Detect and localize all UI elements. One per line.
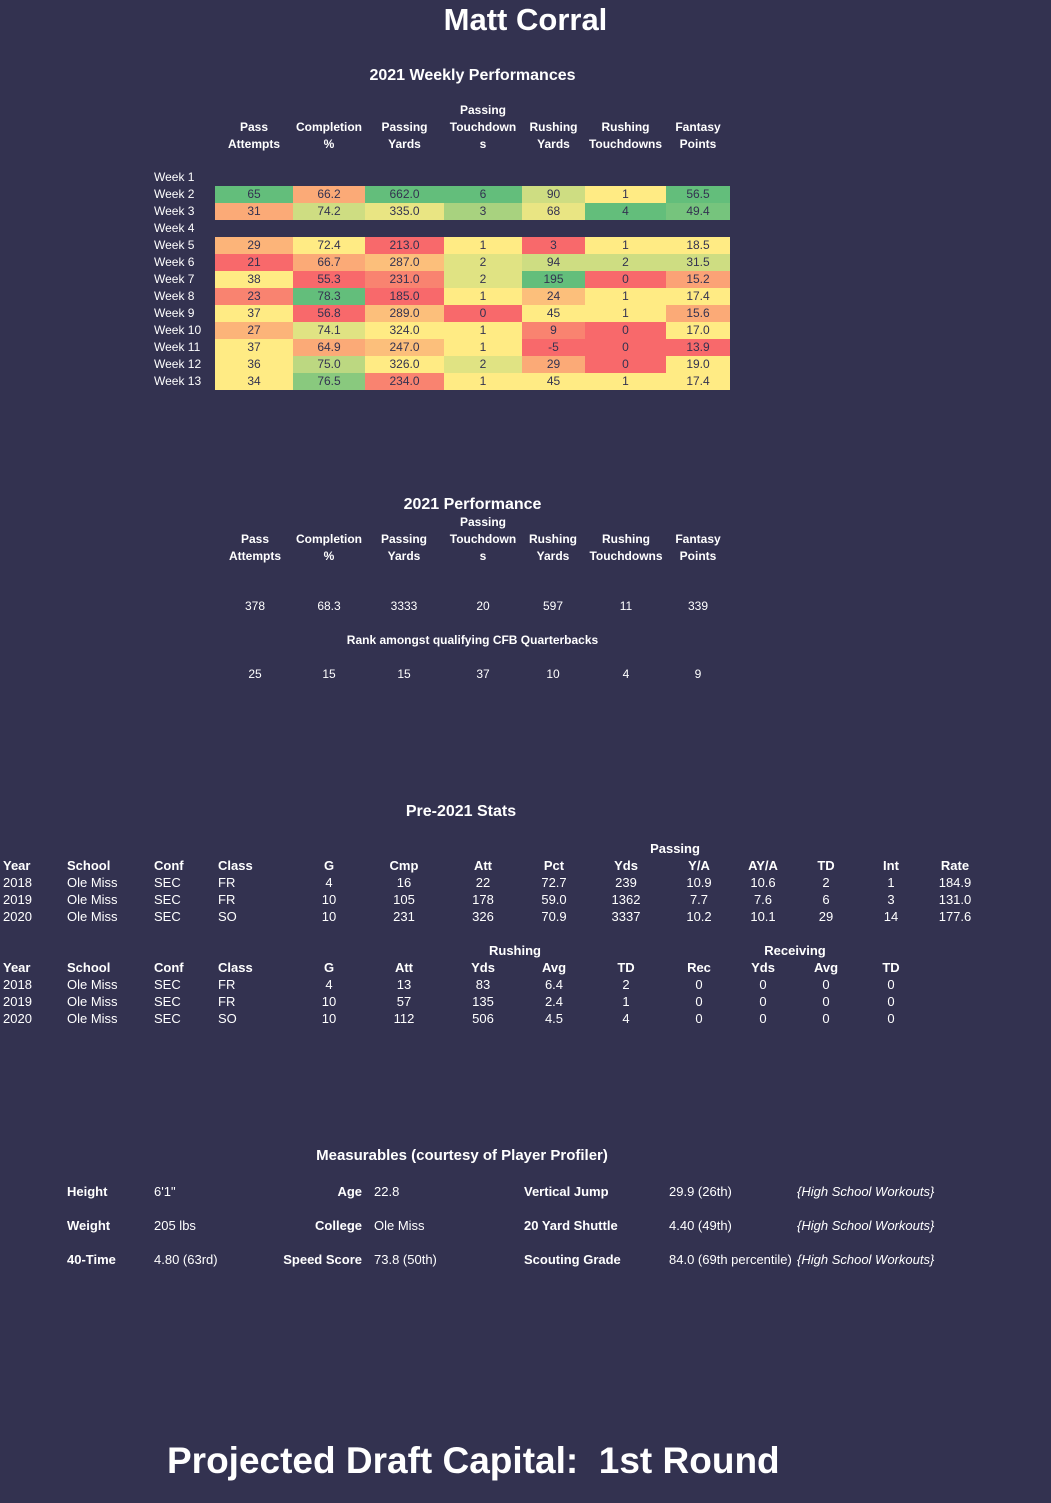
week-label: Week 6 [154, 255, 195, 269]
weekly-cell: 9 [522, 322, 585, 339]
rushing-col-header: TD [882, 960, 900, 975]
passing-cell: 70.9 [541, 909, 567, 924]
measurable-label: Age [337, 1184, 362, 1199]
rushing-col-header: Yds [471, 960, 495, 975]
week-label: Week 4 [154, 221, 195, 235]
rushing-cell: 2 [622, 977, 630, 992]
weekly-cell: 3 [522, 237, 585, 254]
weekly-cell: 74.1 [293, 322, 365, 339]
measurable-value: Ole Miss [374, 1218, 425, 1233]
passing-col-header: G [323, 858, 335, 873]
week-label: Week 1 [154, 170, 195, 184]
rushing-cell: 2.4 [544, 994, 564, 1009]
weekly-cell: 0 [585, 356, 666, 373]
weekly-col-header [212, 119, 296, 153]
rushing-cell: 506 [472, 1011, 494, 1026]
weekly-cell: 31.5 [666, 254, 730, 271]
weekly-cell: 65 [215, 186, 293, 203]
season-col-header-line: Touchdown [449, 532, 517, 546]
weekly-cell: 74.2 [293, 203, 365, 220]
season-section-title: 2021 Performance [403, 496, 542, 513]
passing-col-header: AY/A [748, 858, 778, 873]
weekly-col-header-line: Rushing [601, 120, 650, 134]
season-rank: 15 [322, 667, 336, 681]
draft-capital [167, 1440, 780, 1482]
weekly-col-header-line: Fantasy [675, 120, 721, 134]
weekly-cell: 231.0 [365, 271, 444, 288]
passing-cell: 2020 [3, 909, 32, 924]
measurable-note: {High School Workouts} [797, 1218, 935, 1233]
measurable-note: {High School Workouts} [797, 1184, 935, 1199]
weekly-cell: 15.6 [666, 305, 730, 322]
passing-cell: 2 [822, 875, 830, 890]
weekly-cell: 287.0 [365, 254, 444, 271]
weekly-col-header [290, 119, 368, 153]
rushing-cell: 0 [822, 994, 830, 1009]
measurable-value: 22.8 [374, 1184, 400, 1199]
passing-col-header: Year [3, 858, 31, 873]
passing-col-header: School [67, 858, 111, 873]
season-value: 597 [542, 599, 564, 613]
weekly-cell: 1 [444, 373, 522, 390]
weekly-cell: 49.4 [666, 203, 730, 220]
weekly-cell: 3 [444, 203, 522, 220]
passing-cell: 16 [396, 875, 412, 890]
measurable-label: Height [67, 1184, 108, 1199]
weekly-cell: 38 [215, 271, 293, 288]
measurable-note: {High School Workouts} [797, 1252, 935, 1267]
measurable-value: 4.40 (49th) [669, 1218, 732, 1233]
measurables-title: Measurables (courtesy of Player Profiler) [316, 1147, 608, 1164]
weekly-cell: 55.3 [293, 271, 365, 288]
season-rank: 15 [397, 667, 411, 681]
weekly-col-header-line: Attempts [227, 137, 280, 151]
season-value: 11 [619, 599, 633, 613]
measurable-value: 205 lbs [154, 1218, 196, 1233]
rushing-cell: 135 [472, 994, 494, 1009]
measurable-label: Speed Score [283, 1252, 362, 1267]
rushing-cell: 0 [822, 1011, 830, 1026]
rushing-cell: 83 [475, 977, 491, 992]
rushing-cell: Ole Miss [67, 977, 118, 992]
weekly-col-header-line: Completion [296, 120, 362, 134]
weekly-col-header-line: Points [679, 137, 717, 151]
weekly-cell: 324.0 [365, 322, 444, 339]
weekly-cell: 17.4 [666, 373, 730, 390]
passing-cell: 22 [475, 875, 491, 890]
rushing-cell: SEC [154, 977, 181, 992]
passing-cell: 7.6 [753, 892, 773, 907]
passing-cell: 184.9 [938, 875, 972, 890]
week-label: Week 8 [154, 289, 195, 303]
weekly-cell: 1 [585, 288, 666, 305]
passing-cell: 2019 [3, 892, 32, 907]
rushing-cell: 13 [396, 977, 412, 992]
weekly-cell: -5 [522, 339, 585, 356]
passing-col-header: Int [883, 858, 899, 873]
weekly-cell: 1 [444, 237, 522, 254]
season-value: 3333 [390, 599, 418, 613]
weekly-cell: 326.0 [365, 356, 444, 373]
passing-cell: 105 [393, 892, 415, 907]
weekly-col-header-line: Yards [537, 137, 570, 151]
passing-cell: 4 [325, 875, 333, 890]
passing-cell: 326 [472, 909, 494, 924]
measurable-label: Vertical Jump [524, 1184, 609, 1199]
passing-cell: 231 [393, 909, 415, 924]
passing-cell: 131.0 [938, 892, 972, 907]
rushing-cell: FR [218, 994, 236, 1009]
passing-cell: SEC [154, 875, 181, 890]
weekly-cell: 37 [215, 305, 293, 322]
weekly-cell: 0 [585, 271, 666, 288]
weekly-cell: 1 [585, 237, 666, 254]
rushing-col-header: Class [218, 960, 253, 975]
rushing-cell: 0 [887, 1011, 895, 1026]
measurable-value: 84.0 (69th percentile) [669, 1252, 792, 1267]
passing-cell: Ole Miss [67, 892, 118, 907]
season-col-header-line: % [323, 549, 335, 563]
passing-cell: 10.1 [750, 909, 776, 924]
passing-col-header: Rate [940, 858, 970, 873]
passing-group-label: Passing [650, 841, 700, 856]
weekly-col-header [441, 102, 525, 153]
weekly-col-header [519, 119, 588, 153]
passing-col-header: Att [473, 858, 493, 873]
weekly-cell: 234.0 [365, 373, 444, 390]
weekly-cell: 1 [585, 186, 666, 203]
season-col-header-line: s [479, 549, 487, 563]
week-label: Week 5 [154, 238, 195, 252]
passing-col-header: Conf [154, 858, 184, 873]
draft-value: 1st Round [598, 1440, 780, 1481]
weekly-cell: 29 [215, 237, 293, 254]
weekly-cell: 335.0 [365, 203, 444, 220]
weekly-cell: 23 [215, 288, 293, 305]
season-col-header-line: Pass [240, 532, 270, 546]
rushing-cell: 10 [321, 1011, 337, 1026]
passing-col-header: Yds [614, 858, 638, 873]
rushing-cell: 0 [695, 977, 703, 992]
season-value: 20 [476, 599, 490, 613]
passing-cell: 10.6 [750, 875, 776, 890]
season-rank: 25 [248, 667, 262, 681]
week-label: Week 2 [154, 187, 195, 201]
week-label: Week 9 [154, 306, 195, 320]
page-title: Matt Corral [443, 2, 608, 37]
season-col-header-line: Points [679, 549, 717, 563]
rushing-cell: 0 [695, 1011, 703, 1026]
weekly-cell: 0 [585, 322, 666, 339]
passing-cell: 239 [615, 875, 637, 890]
rushing-col-header: School [67, 960, 111, 975]
weekly-col-header-line: s [479, 137, 487, 151]
weekly-cell: 4 [585, 203, 666, 220]
weekly-col-header [663, 119, 733, 153]
weekly-cell: 1 [444, 322, 522, 339]
weekly-cell: 1 [585, 305, 666, 322]
weekly-cell: 1 [585, 373, 666, 390]
weekly-col-header [582, 119, 669, 153]
measurable-value: 73.8 (50th) [374, 1252, 437, 1267]
rushing-cell: 6.4 [544, 977, 564, 992]
passing-cell: 10 [321, 892, 337, 907]
week-label: Week 13 [154, 374, 202, 388]
rushing-cell: 4 [622, 1011, 630, 1026]
weekly-cell: 195 [522, 271, 585, 288]
rushing-cell: 112 [393, 1011, 415, 1026]
passing-cell: Ole Miss [67, 909, 118, 924]
week-label: Week 11 [154, 340, 201, 354]
season-rank: 10 [546, 667, 560, 681]
rushing-col-header: Yds [751, 960, 775, 975]
rushing-col-header: Rec [687, 960, 711, 975]
passing-cell: 72.7 [541, 875, 567, 890]
passing-cell: SO [218, 909, 237, 924]
passing-cell: 14 [883, 909, 899, 924]
measurable-label: 20 Yard Shuttle [524, 1218, 618, 1233]
weekly-cell: 15.2 [666, 271, 730, 288]
weekly-cell: 29 [522, 356, 585, 373]
weekly-cell: 662.0 [365, 186, 444, 203]
weekly-cell: 94 [522, 254, 585, 271]
season-value: 68.3 [317, 599, 341, 613]
season-rank: 9 [694, 667, 702, 681]
rushing-col-header: Conf [154, 960, 184, 975]
weekly-col-header-line: % [323, 137, 335, 151]
rushing-cell: 2018 [3, 977, 32, 992]
weekly-cell: 34 [215, 373, 293, 390]
season-col-header-line: Touchdowns [589, 549, 663, 563]
weekly-cell: 1 [444, 288, 522, 305]
weekly-col-header-line: Yards [388, 137, 421, 151]
season-col-header-line: Rushing [529, 532, 577, 546]
measurable-label: College [315, 1218, 362, 1233]
weekly-cell: 72.4 [293, 237, 365, 254]
weekly-cell: 18.5 [666, 237, 730, 254]
rushing-cell: SEC [154, 1011, 181, 1026]
weekly-cell: 19.0 [666, 356, 730, 373]
passing-cell: FR [218, 892, 236, 907]
weekly-cell: 0 [444, 305, 522, 322]
weekly-col-header-line: Touchdown [449, 120, 517, 134]
weekly-cell: 27 [215, 322, 293, 339]
weekly-col-header-line: Touchdowns [588, 137, 663, 151]
passing-cell: 178 [472, 892, 494, 907]
passing-cell: 10 [321, 909, 337, 924]
season-col-header [359, 531, 449, 565]
weekly-cell: 68 [522, 203, 585, 220]
weekly-cell: 76.5 [293, 373, 365, 390]
rushing-col-header: Avg [541, 960, 567, 975]
rushing-col-header: Avg [813, 960, 839, 975]
season-col-header-line: Completion [296, 532, 362, 546]
weekly-cell: 289.0 [365, 305, 444, 322]
rushing-cell: 4 [325, 977, 333, 992]
weekly-col-header-line: Passing [381, 120, 428, 134]
season-rank: 37 [476, 667, 490, 681]
rushing-cell: SO [218, 1011, 237, 1026]
passing-col-header: Cmp [389, 858, 419, 873]
passing-cell: 29 [818, 909, 834, 924]
rushing-col-header: G [323, 960, 335, 975]
season-col-header-line: Yards [387, 549, 421, 563]
season-col-header-line: Attempts [228, 549, 281, 563]
rushing-cell: 2020 [3, 1011, 32, 1026]
weekly-cell: 36 [215, 356, 293, 373]
passing-cell: 3 [887, 892, 895, 907]
season-col-header-line: Yards [536, 549, 570, 563]
weekly-cell: 1 [444, 339, 522, 356]
passing-cell: 1 [887, 875, 895, 890]
season-col-header [653, 531, 743, 565]
weekly-cell: 24 [522, 288, 585, 305]
passing-cell: 59.0 [541, 892, 567, 907]
rushing-col-header: Att [394, 960, 414, 975]
passing-cell: Ole Miss [67, 875, 118, 890]
weekly-col-header-line: Rushing [529, 120, 578, 134]
weekly-cell: 2 [444, 254, 522, 271]
measurable-label: Weight [67, 1218, 111, 1233]
weekly-cell: 56.8 [293, 305, 365, 322]
weekly-cell: 45 [522, 373, 585, 390]
weekly-cell: 66.2 [293, 186, 365, 203]
rushing-cell: 0 [759, 994, 767, 1009]
season-col-header-line: Rushing [602, 532, 650, 546]
rank-label: Rank amongst qualifying CFB Quarterbacks [346, 633, 599, 647]
passing-cell: 177.6 [938, 909, 972, 924]
passing-cell: 1362 [611, 892, 641, 907]
passing-col-header: Class [218, 858, 253, 873]
passing-col-header: Pct [543, 858, 565, 873]
weekly-cell: 0 [585, 339, 666, 356]
season-col-header-line: Fantasy [675, 532, 721, 546]
rushing-cell: 0 [887, 994, 895, 1009]
measurable-value: 29.9 (26th) [669, 1184, 732, 1199]
season-value: 378 [244, 599, 266, 613]
week-label: Week 12 [154, 357, 202, 371]
passing-cell: SEC [154, 892, 181, 907]
week-label: Week 3 [154, 204, 195, 218]
draft-label: Projected Draft Capital: [167, 1440, 579, 1481]
weekly-cell: 78.3 [293, 288, 365, 305]
passing-cell: 3337 [611, 909, 641, 924]
passing-cell: 6 [822, 892, 830, 907]
weekly-cell: 213.0 [365, 237, 444, 254]
weekly-cell: 2 [585, 254, 666, 271]
rushing-cell: 57 [396, 994, 412, 1009]
weekly-cell: 64.9 [293, 339, 365, 356]
season-value: 339 [687, 599, 709, 613]
measurable-value: 6'1" [154, 1184, 176, 1199]
weekly-cell: 17.0 [666, 322, 730, 339]
weekly-cell: 6 [444, 186, 522, 203]
passing-col-header: Y/A [688, 858, 710, 873]
season-rank: 4 [622, 667, 630, 681]
passing-cell: FR [218, 875, 236, 890]
receiving-group-label: Receiving [764, 943, 826, 958]
rushing-cell: 0 [695, 994, 703, 1009]
weekly-cell: 90 [522, 186, 585, 203]
rushing-cell: Ole Miss [67, 994, 118, 1009]
rushing-cell: 2019 [3, 994, 32, 1009]
week-label: Week 10 [154, 323, 202, 337]
passing-cell: SEC [154, 909, 181, 924]
rushing-cell: 1 [622, 994, 630, 1009]
weekly-section-title: 2021 Weekly Performances [369, 67, 576, 84]
passing-col-header: TD [817, 858, 835, 873]
rushing-cell: 10 [321, 994, 337, 1009]
week-label: Week 7 [154, 272, 195, 286]
weekly-cell: 13.9 [666, 339, 730, 356]
weekly-cell: 185.0 [365, 288, 444, 305]
weekly-col-header-line: Passing [459, 103, 507, 117]
rushing-cell: 0 [887, 977, 895, 992]
rushing-cell: 0 [822, 977, 830, 992]
passing-cell: 7.7 [689, 892, 709, 907]
weekly-cell: 75.0 [293, 356, 365, 373]
weekly-cell: 66.7 [293, 254, 365, 271]
weekly-cell: 2 [444, 356, 522, 373]
measurable-label: Scouting Grade [524, 1252, 621, 1267]
rushing-cell: FR [218, 977, 236, 992]
rushing-cell: 0 [759, 977, 767, 992]
measurable-label: 40-Time [67, 1252, 116, 1267]
rushing-cell: SEC [154, 994, 181, 1009]
rushing-col-header: TD [617, 960, 635, 975]
rushing-cell: 0 [759, 1011, 767, 1026]
rushing-cell: Ole Miss [67, 1011, 118, 1026]
weekly-cell: 56.5 [666, 186, 730, 203]
weekly-cell: 21 [215, 254, 293, 271]
rushing-col-header: Year [3, 960, 31, 975]
rushing-cell: 4.5 [544, 1011, 564, 1026]
passing-cell: 10.2 [686, 909, 712, 924]
weekly-cell: 2 [444, 271, 522, 288]
weekly-col-header-line: Pass [239, 120, 269, 134]
pre-section-title: Pre-2021 Stats [405, 803, 517, 820]
measurable-value: 4.80 (63rd) [154, 1252, 218, 1267]
weekly-cell: 247.0 [365, 339, 444, 356]
passing-cell: 2018 [3, 875, 32, 890]
weekly-cell: 45 [522, 305, 585, 322]
rushing-group-label: Rushing [489, 943, 541, 958]
weekly-cell: 17.4 [666, 288, 730, 305]
season-col-header-line: Passing [459, 515, 507, 529]
season-col-header-line: Passing [380, 532, 428, 546]
passing-cell: 10.9 [686, 875, 712, 890]
weekly-col-header [362, 119, 447, 153]
weekly-cell: 31 [215, 203, 293, 220]
weekly-cell: 37 [215, 339, 293, 356]
